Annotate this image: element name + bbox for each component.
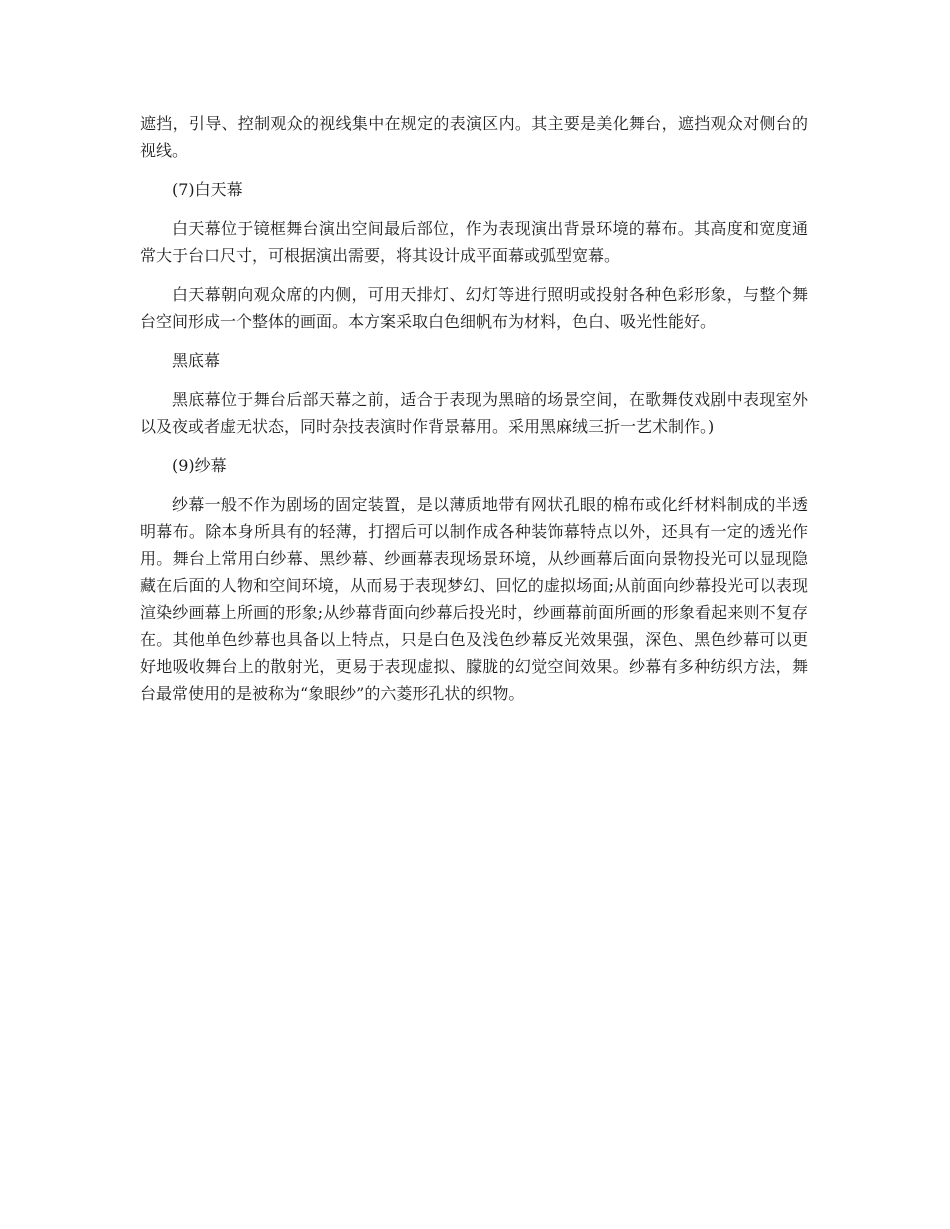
section-heading-gauze-curtain: (9)纱幕 bbox=[172, 456, 227, 475]
paragraph-black-backdrop: 黑底幕位于舞台后部天幕之前，适合于表现为黑暗的场景空间，在歌舞伎戏剧中表现室外以及夜或者虚无状态，同时杂技表演时作背景幕用。采用黑麻绒三折一艺术制作。) bbox=[140, 390, 808, 436]
paragraph-white-backdrop-position: 白天幕位于镜框舞台演出空间最后部位，作为表现演出背景环境的幕布。其高度和宽度通常大于台口尺寸，可根据演出需要，将其设计成平面幕或弧型宽幕。 bbox=[140, 219, 808, 265]
paragraph-continuation: 遮挡，引导、控制观众的视线集中在规定的表演区内。其主要是美化舞台，遮挡观众对侧台的视线。 bbox=[140, 114, 808, 160]
section-heading-black-backdrop: 黑底幕 bbox=[172, 351, 221, 370]
document-page bbox=[140, 110, 808, 719]
paragraph-white-backdrop-lighting: 白天幕朝向观众席的内侧，可用天排灯、幻灯等进行照明或投射各种色彩形象，与整个舞台空间形成一个整体的画面。本方案采取白色细帆布为材料，色白、吸光性能好。 bbox=[140, 285, 808, 331]
section-heading-white-backdrop: (7)白天幕 bbox=[172, 180, 243, 199]
paragraph-gauze-curtain: 纱幕一般不作为剧场的固定装置，是以薄质地带有网状孔眼的棉布或化纤材料制成的半透明幕布。除本身所具有的轻薄，打摺后可以制作成各种装饰幕特点以外，还具有一定的透光作用。舞台上常用白纱幕、黑纱幕、纱画幕表现场景环境，从纱画幕后面向景物投光可以显现隐藏在后面的人物和空间环境，从而易于表现梦幻、回忆的虚拟场面;从前面向纱幕投光可以表现渲染纱画幕上所画的形象;从纱幕背面向纱幕后投光时，纱画幕前面所画的形象看起来则不复存在。其他单色纱幕也具备以上特点，只是白色及浅色纱幕反光效果强，深色、黑色纱幕可以更好地吸收舞台上的散射光，更易于表现虚拟、朦胧的幻觉空间效果。纱幕有多种纺织方法，舞台最常使用的是被称为“象眼纱”的六菱形孔状的织物。 bbox=[140, 495, 808, 703]
